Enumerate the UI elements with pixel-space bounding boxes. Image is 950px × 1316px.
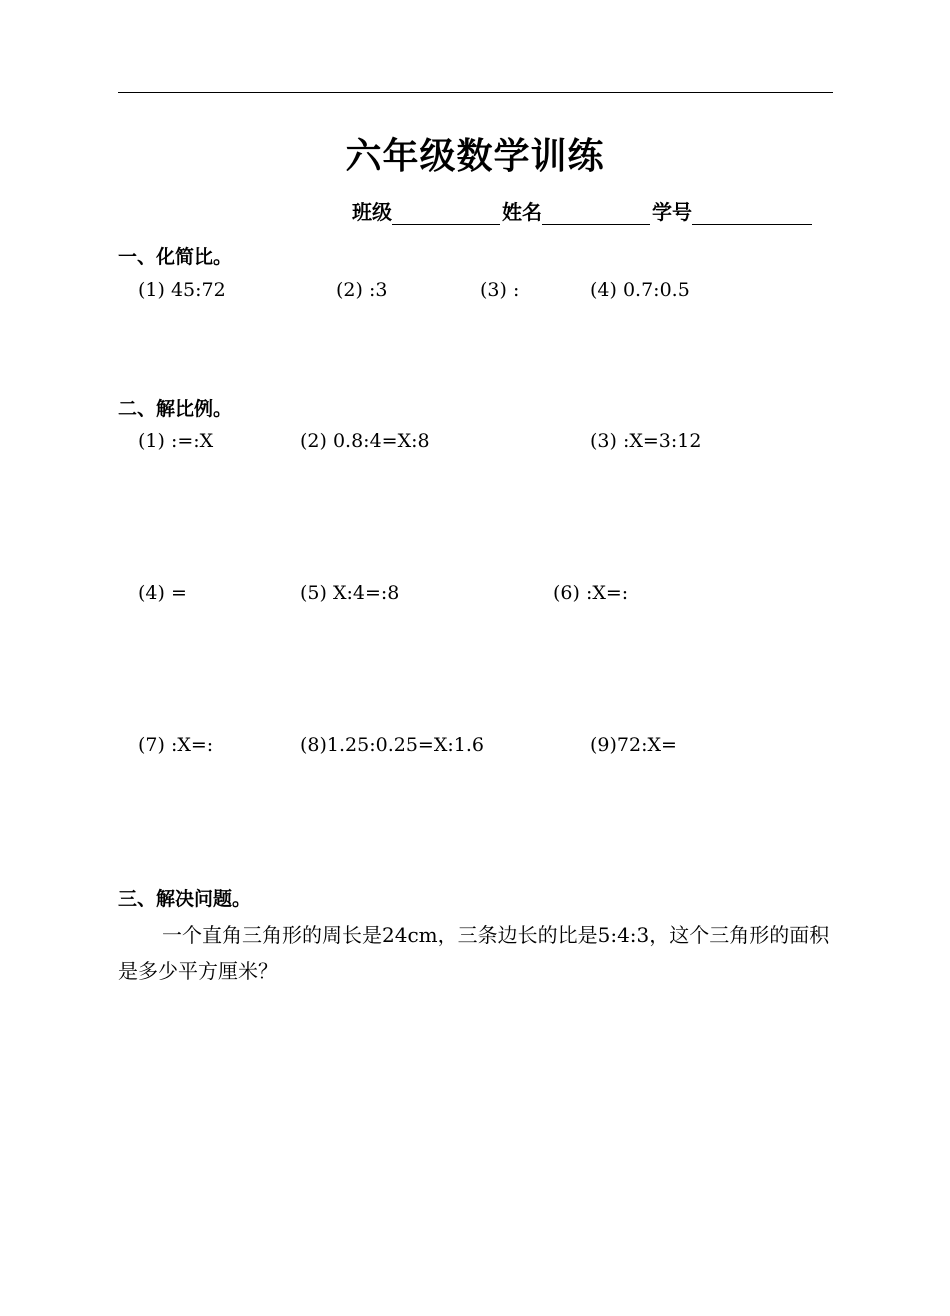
page-title: 六年级数学训练 [345, 136, 605, 177]
word-problem [118, 917, 834, 989]
name-label: 姓名 [502, 200, 542, 224]
proportion-problem-1: (1) :=:X [138, 430, 214, 452]
section-3-title: 三、解决问题。 [118, 888, 252, 910]
section-2-title: 二、解比例。 [118, 398, 233, 420]
proportion-problem-8: (8)1.25:0.25=X:1.6 [300, 734, 484, 756]
number-label: 学号 [652, 200, 692, 224]
class-label: 班级 [352, 200, 392, 224]
proportion-problem-4: (4) = [138, 582, 187, 604]
proportion-problem-5: (5) X:4=:8 [300, 582, 400, 604]
number-blank[interactable] [692, 202, 812, 225]
name-blank[interactable] [542, 202, 650, 225]
word-problem-text: 一个直角三角形的周长是24cm，三条边长的比是5:4:3，这个三角形的面积是多少平方厘米？ [118, 923, 830, 983]
student-info-line [352, 196, 814, 225]
proportion-problem-6: (6) :X=: [553, 582, 629, 604]
simplify-problem-4: (4) 0.7:0.5 [590, 279, 690, 301]
proportion-problem-7: (7) :X=: [138, 734, 214, 756]
simplify-problem-3: (3) : [480, 279, 520, 301]
simplify-problem-2: (2) :3 [336, 279, 388, 301]
proportion-problem-9: (9)72:X= [590, 734, 677, 756]
header-rule [118, 92, 833, 93]
proportion-problem-2: (2) 0.8:4=X:8 [300, 430, 430, 452]
proportion-problem-3: (3) :X=3:12 [590, 430, 702, 452]
section-1-title: 一、化简比。 [118, 246, 233, 268]
class-blank[interactable] [392, 202, 500, 225]
simplify-problem-1: (1) 45:72 [138, 279, 226, 301]
